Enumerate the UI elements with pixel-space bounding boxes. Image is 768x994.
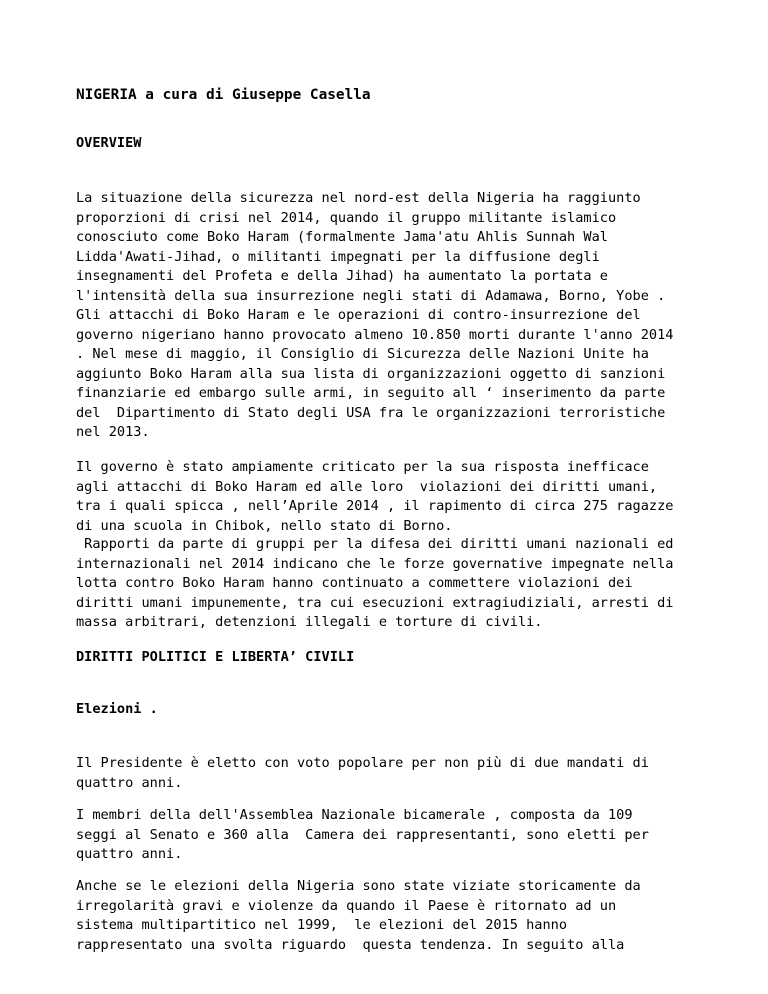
- paragraph-line: conosciuto come Boko Haram (formalmente Jama'atu Ahlis Sunnah Wal: [76, 229, 608, 245]
- paragraph-line: . Nel mese di maggio, il Consiglio di Sicurezza delle Nazioni Unite ha: [76, 346, 649, 362]
- paragraph-line: agli attacchi di Boko Haram ed alle loro violazioni dei diritti umani,: [76, 478, 658, 495]
- election-paragraph-1: [76, 754, 649, 793]
- overview-heading: OVERVIEW: [76, 135, 142, 151]
- paragraph-line: di una scuola in Chibok, nello stato di Borno.: [76, 517, 453, 534]
- paragraph-line: Rapporti da parte di gruppi per la difesa dei diritti umani nazionali ed: [76, 536, 674, 552]
- paragraph-line: quattro anni.: [76, 774, 183, 791]
- election-paragraph-2: [76, 806, 649, 865]
- paragraph-line: nel 2013.: [76, 424, 150, 440]
- election-paragraph-3: [76, 877, 641, 955]
- paragraph-line: finanziarie ed embargo sulle armi, in seguito all ‘ inserimento da parte: [76, 385, 666, 401]
- section-heading: DIRITTI POLITICI E LIBERTA’ CIVILI: [76, 649, 355, 665]
- paragraph-line: Lidda'Awati-Jihad, o militanti impegnati per la diffusione degli: [76, 248, 600, 265]
- paragraph-4: [76, 535, 673, 633]
- paragraph-line: del Dipartimento di Stato degli USA fra le organizzazioni terroristiche: [76, 404, 666, 421]
- paragraph-line: Anche se le elezioni della Nigeria sono state viziate storicamente da: [76, 878, 641, 894]
- paragraph-line: l'intensità della sua insurrezione negli stati di Adamawa, Borno, Yobe .: [76, 287, 666, 304]
- paragraph-line: insegnamenti del Profeta e della Jihad) ha aumentato la portata e: [76, 268, 608, 284]
- paragraph-line: rappresentato una svolta riguardo questa tendenza. In seguito alla: [76, 936, 625, 953]
- paragraph-line: diritti umani impunemente, tra cui esecuzioni extragiudiziali, arresti di: [76, 594, 674, 611]
- paragraph-line: sistema multipartitico nel 1999, le elezioni del 2015 hanno: [76, 917, 568, 933]
- paragraph-line: I membri della dell'Assemblea Nazionale bicamerale , composta da 109: [76, 807, 633, 823]
- paragraph-3: [76, 458, 673, 536]
- paragraph-line: proporzioni di crisi nel 2014, quando il gruppo militante islamico: [76, 209, 617, 226]
- paragraph-2: [76, 306, 673, 443]
- paragraph-line: La situazione della sicurezza nel nord-est della Nigeria ha raggiunto: [76, 190, 641, 206]
- subsection-heading: Elezioni .: [76, 701, 158, 717]
- paragraph-line: irregolarità gravi e violenze da quando il Paese è ritornato ad un: [76, 897, 617, 914]
- document-title: NIGERIA a cura di Giuseppe Casella: [76, 87, 371, 103]
- paragraph-line: quattro anni.: [76, 846, 183, 862]
- paragraph-line: tra i quali spicca , nell’Aprile 2014 , il rapimento di circa 275 ragazze: [76, 498, 674, 514]
- paragraph-line: Il governo è stato ampiamente criticato per la sua risposta inefficace: [76, 459, 649, 475]
- paragraph-line: massa arbitrari, detenzioni illegali e torture di civili.: [76, 614, 543, 630]
- paragraph-1: [76, 189, 665, 306]
- paragraph-line: seggi al Senato e 360 alla Camera dei rappresentanti, sono eletti per: [76, 826, 649, 843]
- paragraph-line: Gli attacchi di Boko Haram e le operazioni di contro-insurrezione del: [76, 307, 641, 323]
- paragraph-line: aggiunto Boko Haram alla sua lista di organizzazioni oggetto di sanzioni: [76, 365, 666, 382]
- paragraph-line: governo nigeriano hanno provocato almeno 10.850 morti durante l'anno 2014: [76, 326, 674, 343]
- paragraph-line: lotta contro Boko Haram hanno continuato a commettere violazioni dei: [76, 575, 633, 591]
- paragraph-line: internazionali nel 2014 indicano che le forze governative impegnate nella: [76, 555, 674, 572]
- paragraph-line: Il Presidente è eletto con voto popolare per non più di due mandati di: [76, 755, 649, 771]
